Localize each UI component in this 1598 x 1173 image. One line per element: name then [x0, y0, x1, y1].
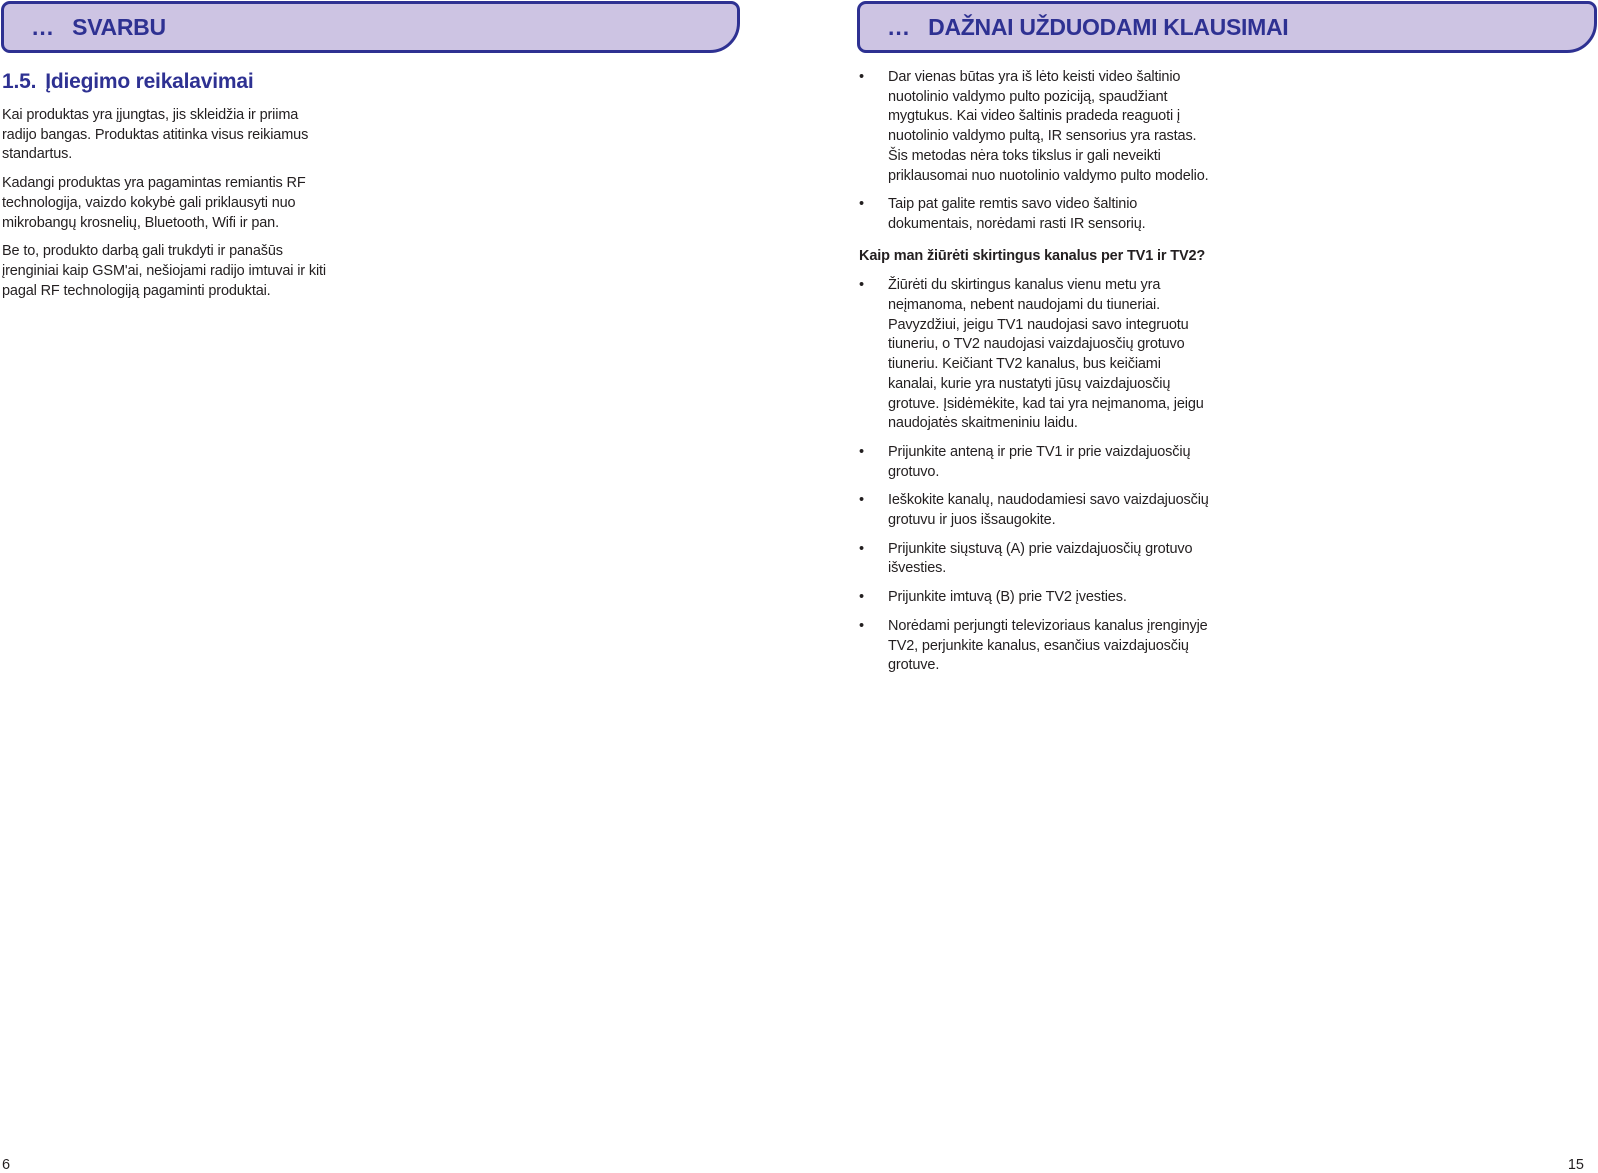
left-content	[2, 68, 332, 310]
section-heading	[2, 68, 332, 96]
list-item: • Taip pat galite remtis savo video šaltinio dokumentais, norėdami rasti IR sensorių.	[859, 195, 1209, 234]
bullet-list	[859, 68, 1209, 235]
header-dots: ...	[888, 13, 911, 40]
header-title: DAŽNAI UŽDUODAMI KLAUSIMAI	[928, 13, 1289, 40]
paragraph: Be to, produkto darbą gali trukdyti ir panašūs įrenginiai kaip GSM'ai, nešiojami radijo imtuvai ir kiti pagal RF technologiją pagaminti produktai.	[2, 243, 326, 299]
list-item: • Norėdami perjungti televizoriaus kanalus įrenginyje TV2, perjunkite kanalus, esančius vaizdajuosčių grotuve.	[859, 617, 1209, 676]
section-number: 1.5.	[2, 70, 37, 93]
right-content	[859, 68, 1209, 685]
header-dots: ...	[32, 13, 55, 40]
faq-question: Kaip man žiūrėti skirtingus kanalus per TV1 ir TV2?	[859, 247, 1206, 264]
list-item: • Ieškokite kanalų, naudodamiesi savo vaizdajuosčių grotuvu ir juos išsaugokite.	[859, 491, 1209, 530]
list-item: • Prijunkite imtuvą (B) prie TV2 įvesties.	[859, 588, 1209, 608]
header-banner-svarbu	[1, 1, 740, 53]
header-banner-faq	[857, 1, 1597, 53]
list-item: • Dar vienas būtas yra iš lėto keisti video šaltinio nuotolinio valdymo pulto poziciją, spaudžiant mygtukus. Kai video šaltinis pradeda reaguoti į nuotolinio valdymo pultą, IR sensorius yra rastas. Šis metodas nėra toks tikslus ir gali neveikti priklausomai nuo nuotolinio valdymo pulto modelio.	[859, 68, 1209, 186]
section-title: Įdiegimo reikalavimai	[45, 70, 254, 93]
paragraph: Kadangi produktas yra pagamintas remiantis RF technologija, vaizdo kokybė gali priklausyti nuo mikrobangų krosnelių, Bluetooth, Wifi ir pan.	[2, 175, 306, 231]
header-title: SVARBU	[72, 13, 166, 40]
page-number-right: 15	[1567, 1157, 1584, 1173]
bullet-list	[859, 276, 1209, 676]
page-number-left: 6	[2, 1157, 11, 1173]
list-item: • Prijunkite anteną ir prie TV1 ir prie vaizdajuosčių grotuvo.	[859, 443, 1209, 482]
list-item: • Prijunkite siųstuvą (A) prie vaizdajuosčių grotuvo išvesties.	[859, 540, 1209, 579]
paragraph: Kai produktas yra įjungtas, jis skleidžia ir priima radijo bangas. Produktas atitinka visus reikiamus standartus.	[2, 107, 309, 163]
list-item: • Žiūrėti du skirtingus kanalus vienu metu yra neįmanoma, nebent naudojami du tiuneriai. Pavyzdžiui, jeigu TV1 naudojasi savo integruotu tiuneriu, o TV2 naudojasi vaizdajuosčių grotuvo tiuneriu. Keičiant TV2 kanalus, bus keičiami kanalai, kurie yra nustatyti jūsų vaizdajuosčių grotuve. Įsidėmėkite, kad tai yra neįmanoma, jeigu naudojatės skaitmeniniu laidu.	[859, 276, 1209, 434]
